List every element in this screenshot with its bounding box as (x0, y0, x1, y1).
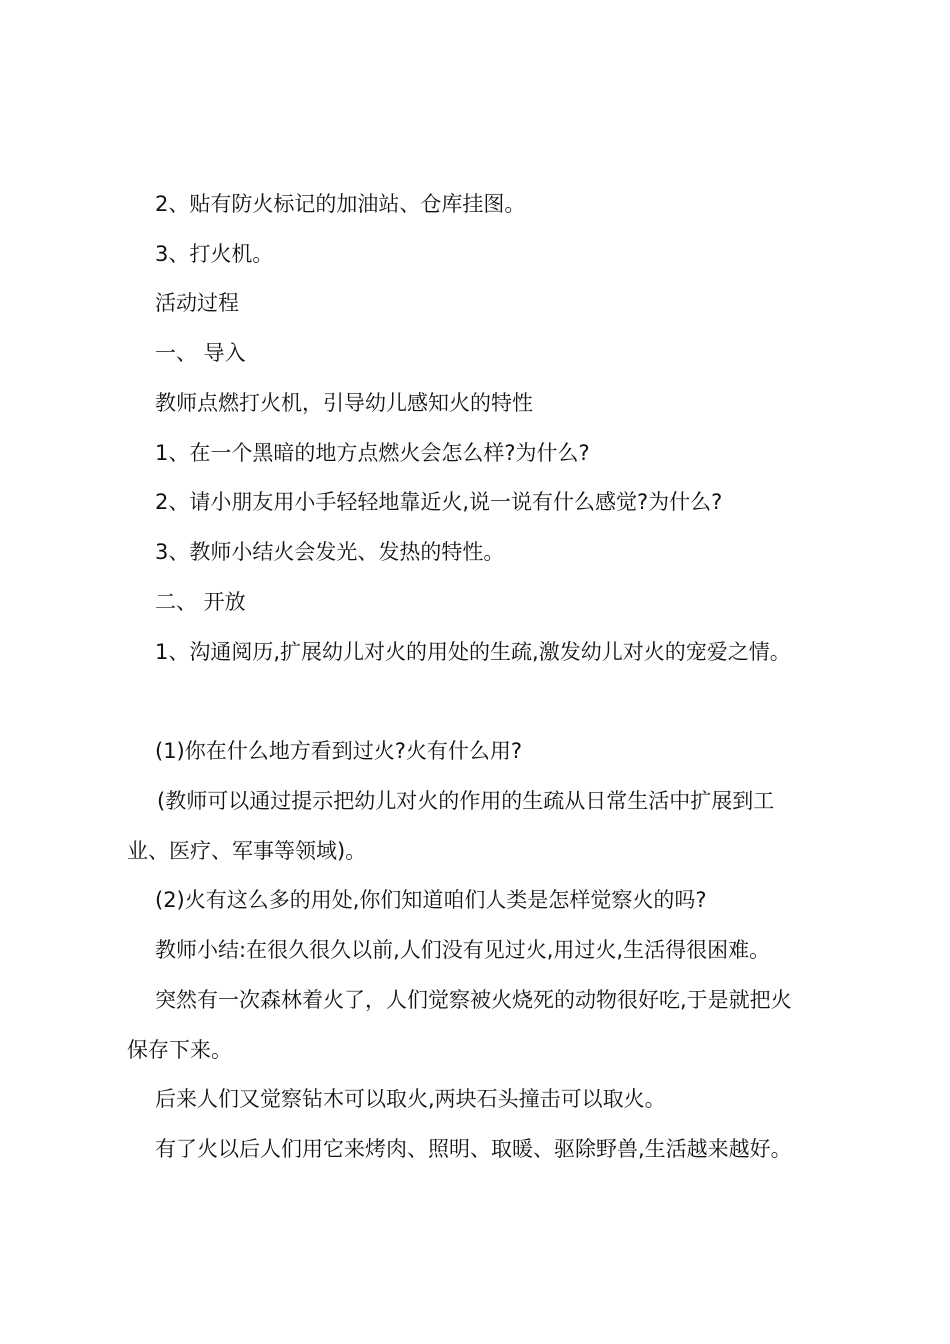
paragraph-fire-uses: 有了火以后人们用它来烤肉、照明、取暖、驱除野兽,生活越来越好。 (155, 1137, 792, 1161)
paragraph-forest-fire-1: 突然有一次森林着火了，人们觉察被火烧死的动物很好吃,于是就把火 (155, 988, 792, 1012)
sub-item-question-2: (2)火有这么多的用处,你们知道咱们人类是怎样觉察火的吗? (155, 888, 707, 912)
list-item-question-1: 1、在一个黑暗的地方点燃火会怎么样?为什么? (155, 441, 590, 465)
paragraph-teacher-lights: 教师点燃打火机，引导幼儿感知火的特性 (155, 391, 533, 415)
paragraph-drilling-wood: 后来人们又觉察钻木可以取火,两块石头撞击可以取火。 (155, 1087, 666, 1111)
paragraph-teacher-summary: 教师小结:在很久很久以前,人们没有见过火,用过火,生活得很困难。 (155, 938, 771, 962)
list-item-materials-2: 2、贴有防火标记的加油站、仓库挂图。 (155, 192, 526, 216)
section-heading-intro: 一、 导入 (155, 341, 246, 365)
list-item-materials-3: 3、打火机。 (155, 242, 274, 266)
sub-item-question-1: (1)你在什么地方看到过火?火有什么用? (155, 739, 523, 763)
list-item-summary-3: 3、教师小结火会发光、发热的特性。 (155, 540, 505, 564)
paragraph-teacher-hint-2: 业、医疗、军事等领域)。 (127, 839, 367, 863)
list-item-exchange-1: 1、沟通阅历,扩展幼儿对火的用处的生疏,激发幼儿对火的宠爱之情。 (155, 640, 791, 664)
list-item-question-2: 2、请小朋友用小手轻轻地靠近火,说一说有什么感觉?为什么? (155, 490, 723, 514)
paragraph-forest-fire-2: 保存下来。 (127, 1038, 232, 1062)
paragraph-teacher-hint-1: (教师可以通过提示把幼儿对火的作用的生疏从日常生活中扩展到工 (157, 789, 775, 813)
section-heading-process: 活动过程 (155, 291, 239, 315)
section-heading-open: 二、 开放 (155, 590, 246, 614)
